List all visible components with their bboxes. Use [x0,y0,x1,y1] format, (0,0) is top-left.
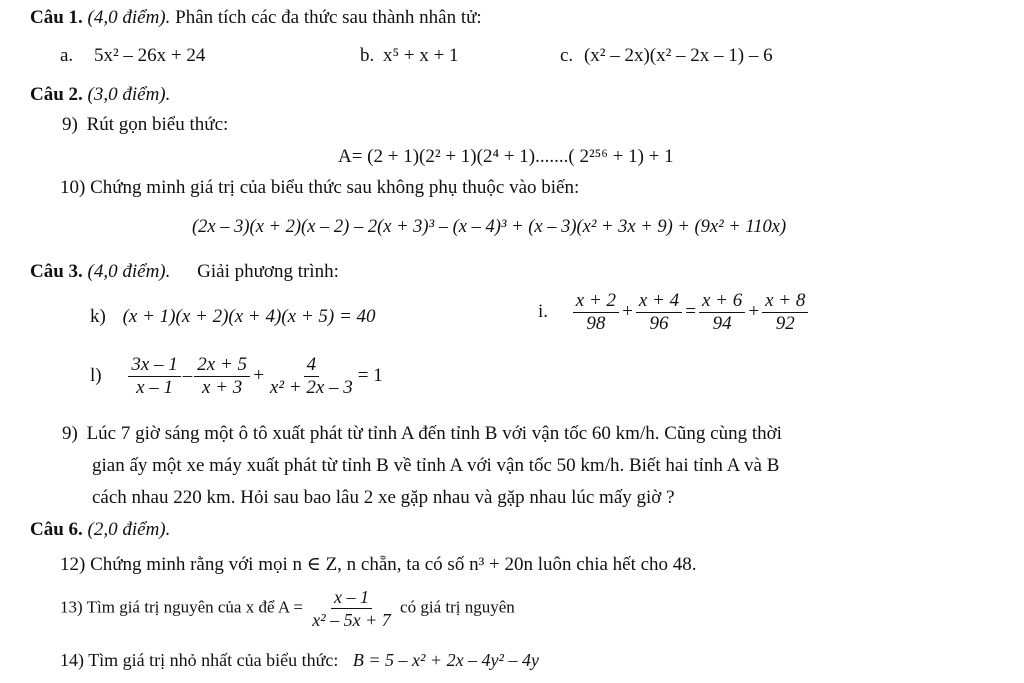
q1-points: (4,0 điểm). [87,7,171,28]
q1-item-b-expr: x⁵ + x + 1 [383,45,459,66]
q3-l-label: l) [90,364,102,386]
q2-p10-expression: (2x – 3)(x + 2)(x – 2) – 2(x + 3)³ – (x – 4)³ + (x – 3)(x² + 3x + 9) + (9x² + 110x) [192,217,787,237]
frac-numerator: x + 6 [699,290,745,313]
frac-numerator: x + 4 [636,290,682,313]
q3-eq-l [90,354,383,399]
q3-l-frac-1 [128,354,180,399]
frac-denominator: 98 [586,313,606,334]
minus-sign: – [182,364,193,386]
q3-eq-i [538,290,810,335]
frac-denominator: x + 3 [202,377,243,398]
q6-p13-frac [309,586,394,631]
q3-eq-k [90,305,376,329]
frac-numerator: x + 8 [762,290,808,313]
frac-denominator: 96 [649,313,669,334]
q2-problem-9 [62,113,228,137]
q1-item-a-expr: 5x² – 26x + 24 [93,45,206,66]
plus-sign: + [747,300,761,322]
q2-points: (3,0 điểm). [87,84,171,105]
q3-l-frac-2 [194,354,250,399]
q6-p12-text: Chứng minh rằng với mọi n ∈ Z, n chẵn, ta có số n³ + 20n luôn chia hết cho 48. [90,554,697,575]
q6-heading [30,518,170,542]
q3-k-label: k) [90,306,106,327]
q2-p9-text: Rút gọn biểu thức: [86,114,229,135]
frac-denominator: x² – 5x + 7 [312,610,391,630]
q6-p14-expr: B = 5 – x² + 2x – 4y² – 4y [352,650,539,670]
frac-denominator: 92 [775,313,795,334]
frac-numerator: 4 [304,354,320,377]
q2-title: Câu 2. [30,84,83,105]
q1-item-c-expr: (x² – 2x)(x² – 2x – 1) – 6 [583,45,773,66]
q6-problem-13 [60,586,515,631]
q1-item-a [60,44,205,68]
q3-i-frac-4 [762,290,808,335]
q3-i-frac-2 [636,290,682,335]
q3-problem-9-line-1 [62,422,782,446]
q6-p13-post: có giá trị nguyên [400,597,515,617]
q2-p9-expression: A= (2 + 1)(2² + 1)(2⁴ + 1).......( 2²⁵⁶ + 1) + 1 [338,146,674,167]
q3-i-frac-1 [573,290,619,335]
q6-problem-14 [60,648,539,672]
q1-title: Câu 1. [30,7,83,28]
q3-i-frac-3 [699,290,745,335]
q1-item-a-label: a. [60,45,74,66]
q2-p10-text: Chứng minh giá trị của biểu thức sau không phụ thuộc vào biến: [90,177,580,198]
q1-item-b [360,44,459,68]
q6-p14-label: 14) [60,650,84,670]
q3-i-label: i. [538,300,549,322]
q6-p13-pre: Tìm giá trị nguyên của x để A = [86,597,304,617]
q6-problem-12 [60,553,697,577]
q6-points: (2,0 điểm). [87,519,171,540]
q3-l-rhs: = 1 [357,364,383,386]
frac-denominator: x – 1 [136,377,174,398]
q3-p9-text-1: Lúc 7 giờ sáng một ô tô xuất phát từ tỉnh A đến tỉnh B với vận tốc 60 km/h. Cũng cùng thời [86,423,782,444]
q1-instruction: Phân tích các đa thức sau thành nhân tử: [175,7,482,28]
q3-p9-text-2: gian ấy một xe máy xuất phát từ tỉnh B về tỉnh A với vận tốc 50 km/h. Biết hai tỉnh A và B [92,455,780,476]
q1-item-c [560,44,773,68]
q2-p10-label: 10) [60,177,86,198]
q6-p13-label: 13) [60,597,83,617]
q3-k-expr: (x + 1)(x + 2)(x + 4)(x + 5) = 40 [122,306,376,327]
q6-title: Câu 6. [30,519,83,540]
q3-instruction: Giải phương trình: [197,261,339,282]
q3-p9-text-3: cách nhau 220 km. Hỏi sau bao lâu 2 xe gặp nhau và gặp nhau lúc mấy giờ ? [92,487,675,508]
q3-points: (4,0 điểm). [87,261,171,282]
frac-numerator: 2x + 5 [194,354,250,377]
plus-sign: + [252,364,265,386]
q2-problem-10 [60,176,579,200]
q6-p14-text: Tìm giá trị nhỏ nhất của biểu thức: [88,650,339,670]
plus-sign: + [621,300,634,322]
q3-heading [30,260,339,284]
q6-p12-label: 12) [60,554,86,575]
frac-denominator: 94 [712,313,732,334]
q1-item-b-label: b. [360,45,375,66]
frac-numerator: x – 1 [331,586,372,609]
frac-numerator: 3x – 1 [128,354,180,377]
frac-numerator: x + 2 [573,290,619,313]
q3-title: Câu 3. [30,261,83,282]
q3-l-frac-3 [267,354,356,399]
q2-heading [30,83,170,107]
equals-sign: = [684,300,697,322]
q1-item-c-label: c. [560,45,574,66]
q2-p9-label: 9) [62,114,78,135]
q1-heading [30,6,482,30]
q3-p9-label: 9) [62,423,78,444]
frac-denominator: x² + 2x – 3 [269,377,353,398]
